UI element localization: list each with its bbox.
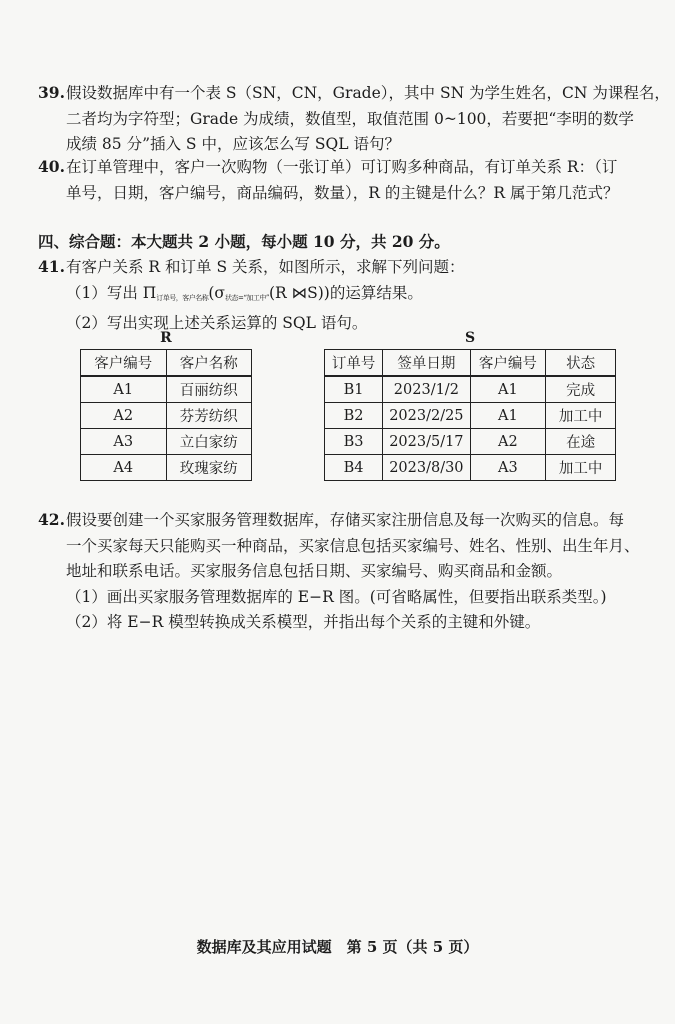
projection-subscript: 订单号，客户名称 bbox=[156, 293, 209, 302]
question-text: 地址和联系电话。买家服务信息包括日期、买家编号、购买商品和金额。 bbox=[66, 562, 563, 580]
cell: A1 bbox=[81, 376, 167, 403]
column-header: 客户编号 bbox=[81, 350, 167, 377]
table-row bbox=[81, 455, 252, 481]
table-row bbox=[81, 429, 252, 455]
cell: 立白家纺 bbox=[166, 429, 252, 455]
cell: A3 bbox=[470, 455, 546, 481]
question-number: 41. bbox=[38, 257, 65, 276]
cell: A3 bbox=[81, 429, 167, 455]
question-41 bbox=[38, 254, 638, 337]
cell: 2023/2/25 bbox=[383, 403, 470, 429]
column-header: 客户名称 bbox=[166, 350, 252, 377]
question-text: 在订单管理中，客户一次购物（一张订单）可订购多种商品，有订单关系 R：（订 bbox=[66, 158, 618, 176]
table-row bbox=[325, 376, 616, 403]
cell: 芬芳纺织 bbox=[166, 403, 252, 429]
table-row bbox=[81, 376, 252, 403]
table-row bbox=[325, 403, 616, 429]
question-text: 假设数据库中有一个表 S（SN，CN，Grade），其中 SN 为学生姓名，CN 为课程名， bbox=[66, 84, 670, 102]
question-text: 成绩 85 分”插入 S 中，应该怎么写 SQL 语句？ bbox=[66, 135, 400, 153]
question-part-1: （1）画出买家服务管理数据库的 E−R 图。(可省略属性，但要指出联系类型。) bbox=[66, 587, 607, 606]
section-heading: 四、综合题：本大题共 2 小题，每小题 10 分，共 20 分。 bbox=[38, 232, 450, 251]
table-s-title: S bbox=[464, 330, 476, 346]
cell: B1 bbox=[325, 376, 383, 403]
cell: B2 bbox=[325, 403, 383, 429]
table-s bbox=[324, 349, 616, 481]
table-r-title: R bbox=[160, 330, 172, 346]
table-row bbox=[325, 429, 616, 455]
cell: 加工中 bbox=[546, 455, 616, 481]
column-header: 状态 bbox=[546, 350, 616, 377]
cell: 2023/5/17 bbox=[383, 429, 470, 455]
selection-subscript: 状态=“加工中” bbox=[224, 293, 269, 302]
cell: A1 bbox=[470, 376, 546, 403]
cell: A2 bbox=[81, 403, 167, 429]
question-text: 单号，日期，客户编号，商品编码，数量），R 的主键是什么？R 属于第几范式？ bbox=[66, 183, 619, 202]
cell: 百丽纺织 bbox=[166, 376, 252, 403]
column-header: 订单号 bbox=[325, 350, 383, 377]
question-42 bbox=[38, 507, 638, 636]
question-number: 42. bbox=[38, 510, 65, 529]
cell: 2023/8/30 bbox=[383, 455, 470, 481]
question-part-2: （2）写出实现上述关系运算的 SQL 语句。 bbox=[66, 314, 368, 332]
question-part-1: （1）写出 $\Pi_{订单号,客户名称}(\sigma_{状态=“加工中”}(R$ ⋈S))的运算结果。 bbox=[66, 283, 423, 302]
table-header-row bbox=[325, 350, 616, 377]
cell: 完成 bbox=[546, 376, 616, 403]
question-39 bbox=[38, 80, 670, 158]
table-r bbox=[80, 349, 252, 481]
question-part-2: （2）将 E−R 模型转换成关系模型，并指出每个关系的主键和外键。 bbox=[66, 613, 541, 631]
cell: 在途 bbox=[546, 429, 616, 455]
column-header: 签单日期 bbox=[383, 350, 470, 377]
cell: 玫瑰家纺 bbox=[166, 455, 252, 481]
cell: B4 bbox=[325, 455, 383, 481]
table-row bbox=[325, 455, 616, 481]
question-number: 40. bbox=[38, 157, 65, 176]
question-text: 一个买家每天只能购买一种商品，买家信息包括买家编号、姓名、性别、出生年月、 bbox=[66, 536, 640, 555]
question-text: 有客户关系 R 和订单 S 关系，如图所示，求解下列问题： bbox=[66, 258, 465, 276]
cell: A1 bbox=[470, 403, 546, 429]
cell: 加工中 bbox=[546, 403, 616, 429]
question-number: 39. bbox=[38, 83, 65, 102]
cell: A2 bbox=[470, 429, 546, 455]
table-row bbox=[81, 403, 252, 429]
question-text: 二者均为字符型；Grade 为成绩，数值型，取值范围 0~100，若要把“李明的数学 bbox=[66, 109, 634, 128]
page-footer: 数据库及其应用试题 第 5 页（共 5 页） bbox=[196, 938, 479, 956]
question-40 bbox=[38, 154, 638, 206]
cell: 2023/1/2 bbox=[383, 376, 470, 403]
cell: A4 bbox=[81, 455, 167, 481]
question-text: 假设要创建一个买家服务管理数据库，存储买家注册信息及每一次购买的信息。每 bbox=[66, 511, 625, 529]
cell: B3 bbox=[325, 429, 383, 455]
table-header-row bbox=[81, 350, 252, 377]
column-header: 客户编号 bbox=[470, 350, 546, 377]
